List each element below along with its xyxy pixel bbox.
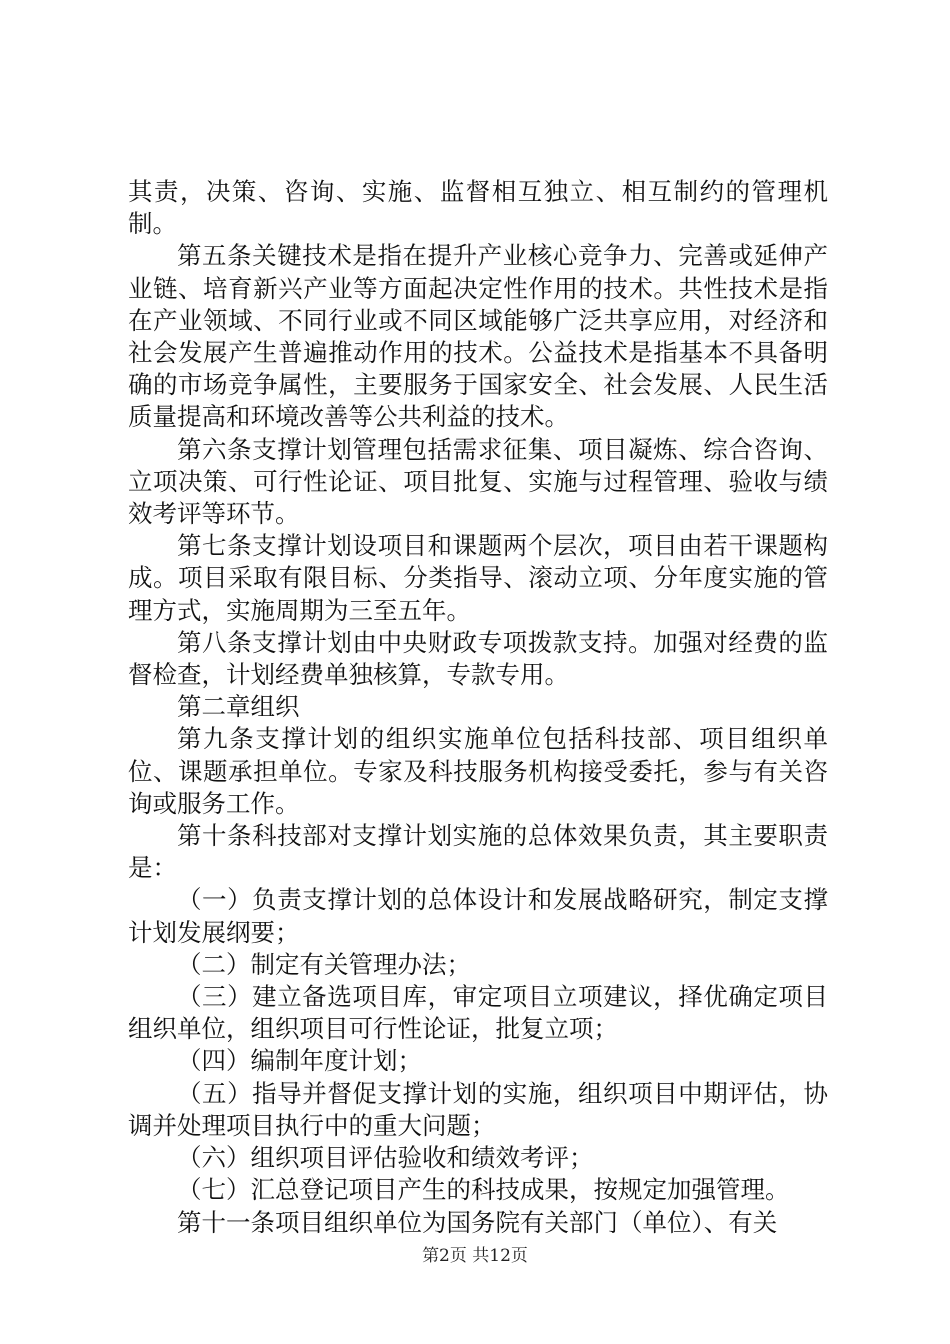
paragraph-article-5: 第五条关键技术是指在提升产业核心竞争力、完善或延伸产业链、培育新兴产业等方面起决定性作用的技术。共性技术是指在产业领域、不同行业或不同区域能够广泛共享应用，对经济和社会发展产生普遍推动作用的技术。公益技术是指基本不具备明确的市场竞争属性，主要服务于国家安全、社会发展、人民生活质量提高和环境改善等公共利益的技术。 bbox=[128, 241, 828, 432]
list-item-6: （六）组织项目评估验收和绩效考评； bbox=[177, 1143, 594, 1173]
list-item-5: （五）指导并督促支撑计划的实施，组织项目中期评估，协调并处理项目执行中的重大问题； bbox=[128, 1078, 828, 1140]
list-item-3: （三）建立备选项目库，审定项目立项建议，择优确定项目组织单位，组织项目可行性论证，批复立项； bbox=[128, 982, 828, 1044]
list-item-4: （四）编制年度计划； bbox=[177, 1046, 422, 1076]
paragraph: 其责，决策、咨询、实施、监督相互独立、相互制约的管理机制。 bbox=[128, 177, 828, 239]
paragraph-article-6: 第六条支撑计划管理包括需求征集、项目凝炼、综合咨询、立项决策、可行性论证、项目批复、实施与过程管理、验收与绩效考评等环节。 bbox=[128, 434, 828, 529]
list-item-7: （七）汇总登记项目产生的科技成果，按规定加强管理。 bbox=[177, 1175, 790, 1205]
paragraph-article-8: 第八条支撑计划由中央财政专项拨款支持。加强对经费的监督检查，计划经费单独核算，专款专用。 bbox=[128, 627, 828, 690]
chapter-heading: 第二章组织 bbox=[177, 692, 300, 722]
paragraph-article-11: 第十一条项目组织单位为国务院有关部门（单位）、有关 bbox=[177, 1207, 778, 1237]
page-number-footer: 第2页 共12页 bbox=[422, 1246, 528, 1266]
document-body bbox=[128, 176, 828, 1239]
paragraph-article-7: 第七条支撑计划设项目和课题两个层次，项目由若干课题构成。项目采取有限目标、分类指导、滚动立项、分年度实施的管理方式，实施周期为三至五年。 bbox=[128, 531, 828, 625]
paragraph-article-9: 第九条支撑计划的组织实施单位包括科技部、项目组织单位、课题承担单位。专家及科技服务机构接受委托，参与有关咨询或服务工作。 bbox=[128, 724, 828, 818]
list-item-1: （一）负责支撑计划的总体设计和发展战略研究，制定支撑计划发展纲要； bbox=[128, 885, 828, 947]
paragraph-article-10: 第十条科技部对支撑计划实施的总体效果负责，其主要职责是： bbox=[128, 821, 828, 883]
list-item-2: （二）制定有关管理办法； bbox=[177, 949, 471, 979]
